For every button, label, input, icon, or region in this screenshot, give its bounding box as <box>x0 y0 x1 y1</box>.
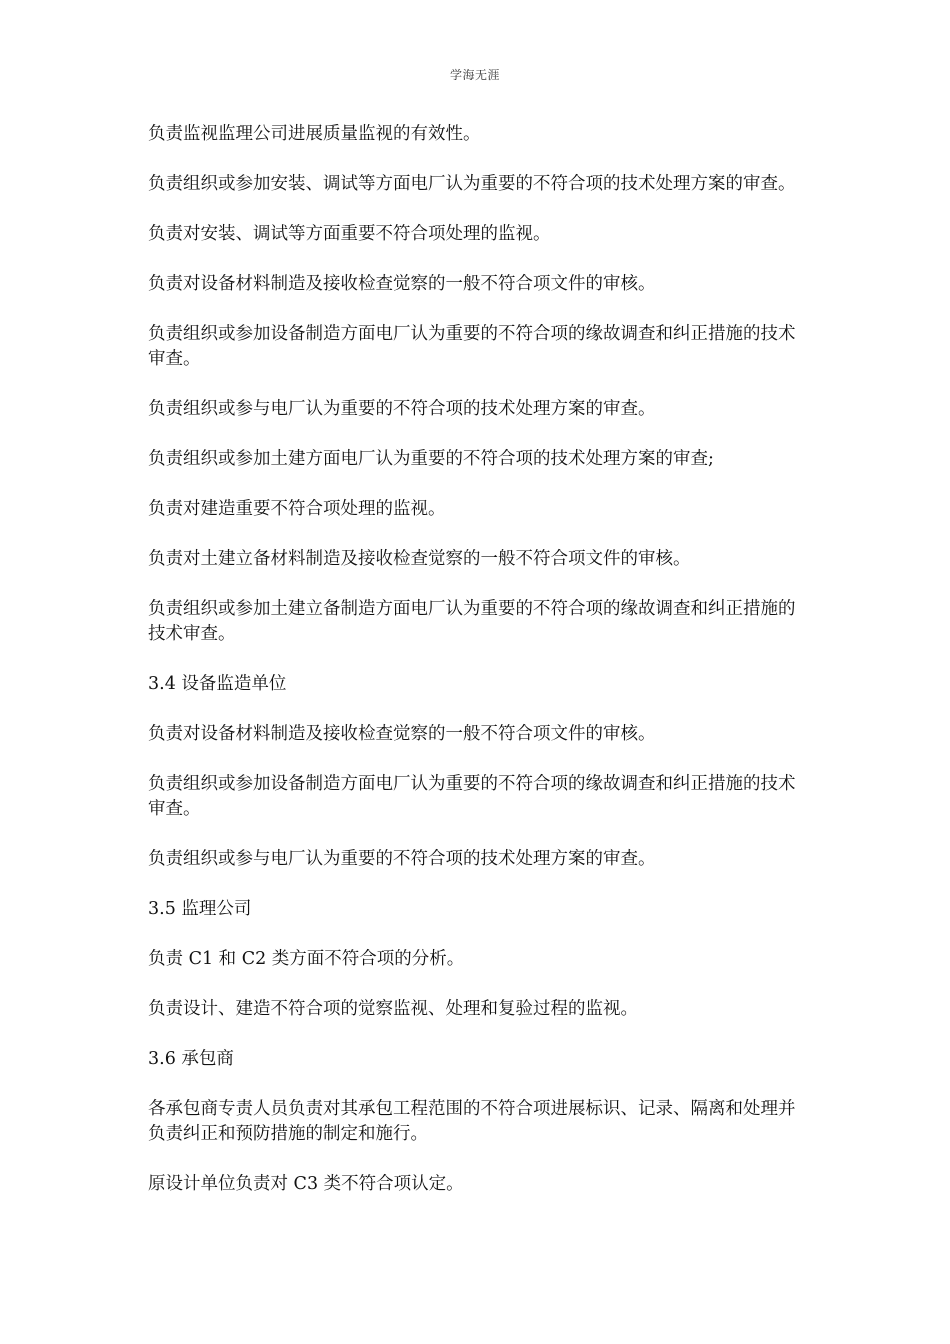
paragraph: 负责对设备材料制造及接收检查觉察的一般不符合项文件的审核。 <box>148 724 656 744</box>
paragraph: 负责设计、建造不符合项的觉察监视、处理和复验过程的监视。 <box>148 999 638 1019</box>
paragraph: 原设计单位负责对 C3 类不符合项认定。 <box>148 1174 464 1194</box>
paragraph: 负责组织或参与电厂认为重要的不符合项的技术处理方案的审查。 <box>148 399 656 419</box>
section-heading: 3.6 承包商 <box>148 1049 234 1069</box>
paragraph: 负责对安装、调试等方面重要不符合项处理的监视。 <box>148 224 551 244</box>
paragraph: 负责监视监理公司进展质量监视的有效性。 <box>148 124 481 144</box>
paragraph: 负责对土建立备材料制造及接收检查觉察的一般不符合项文件的审核。 <box>148 549 691 569</box>
paragraph: 负责组织或参加设备制造方面电厂认为重要的不符合项的缘故调查和纠正措施的技术审查。 <box>148 774 796 819</box>
paragraph: 负责组织或参加土建方面电厂认为重要的不符合项的技术处理方案的审查; <box>148 449 714 469</box>
paragraph: 负责 C1 和 C2 类方面不符合项的分析。 <box>148 949 465 969</box>
paragraph: 负责组织或参加设备制造方面电厂认为重要的不符合项的缘故调查和纠正措施的技术审查。 <box>148 324 796 369</box>
paragraph: 负责对建造重要不符合项处理的监视。 <box>148 499 446 519</box>
paragraph: 负责组织或参加土建立备制造方面电厂认为重要的不符合项的缘故调查和纠正措施的技术审查。 <box>148 599 796 644</box>
paragraph: 各承包商专责人员负责对其承包工程范围的不符合项进展标识、记录、隔离和处理并负责纠正和预防措施的制定和施行。 <box>148 1099 796 1144</box>
paragraph: 负责对设备材料制造及接收检查觉察的一般不符合项文件的审核。 <box>148 274 656 294</box>
paragraph: 负责组织或参加安装、调试等方面电厂认为重要的不符合项的技术处理方案的审查。 <box>148 174 796 194</box>
paragraph: 负责组织或参与电厂认为重要的不符合项的技术处理方案的审查。 <box>148 849 656 869</box>
section-heading: 3.4 设备监造单位 <box>148 674 287 694</box>
section-heading: 3.5 监理公司 <box>148 899 252 919</box>
document-body <box>148 122 802 1222</box>
page-header: 学海无涯 <box>449 68 500 82</box>
